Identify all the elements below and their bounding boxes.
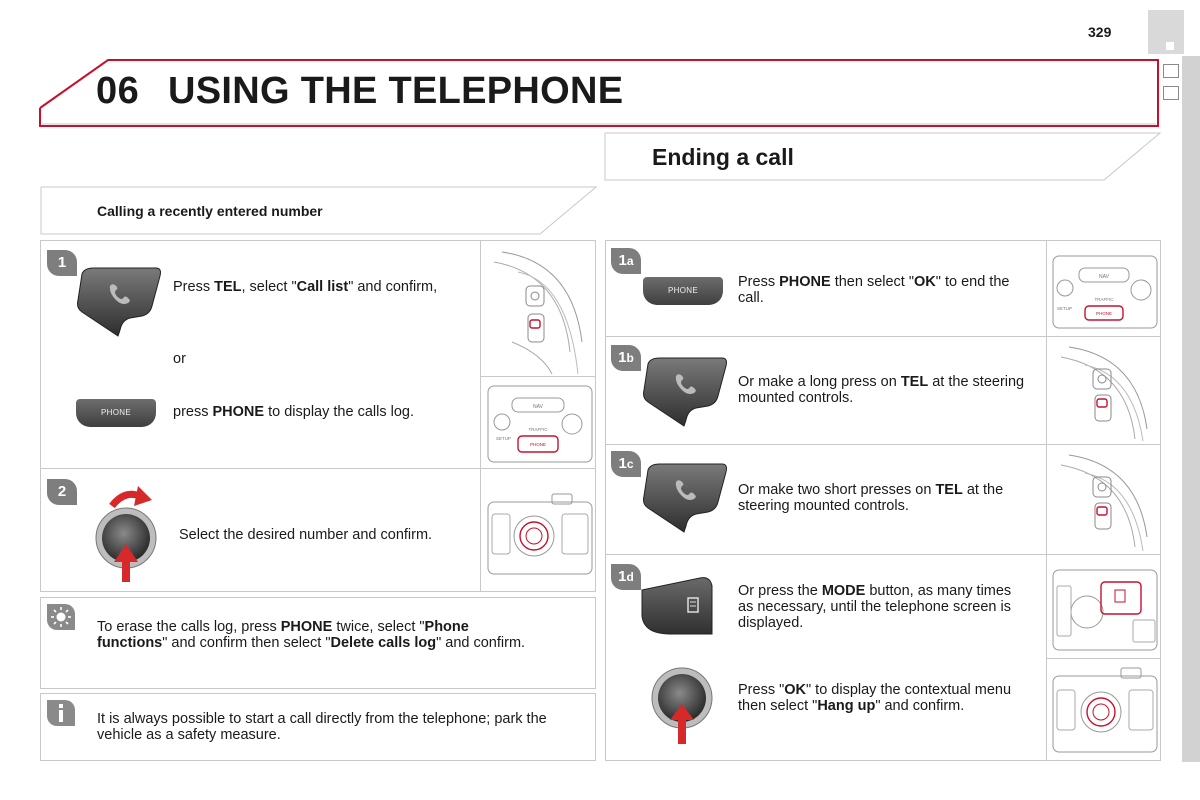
steering-tel-button-icon (638, 356, 730, 428)
phone-button: PHONE (643, 277, 723, 305)
or-text: or (173, 351, 186, 367)
steering-wheel-diagram (1049, 447, 1159, 551)
setup-label: SETUP (1057, 306, 1073, 311)
tip-text: To erase the calls log, press PHONE twice, select "Phone functions" and confirm then select "Delete calls log" and confirm. (97, 619, 526, 651)
chapter-tab-marker (1163, 86, 1179, 100)
steering-wheel-diagram (1049, 339, 1159, 441)
console-phone-diagram (1049, 248, 1159, 332)
subheading: Calling a recently entered number (97, 203, 323, 219)
step1-alt-instruction: press PHONE to display the calls log. (173, 404, 414, 420)
step1b-instruction: Or make a long press on TEL at the steering mounted controls. (738, 374, 1025, 406)
setup-label: SETUP (496, 436, 512, 441)
info-text: It is always possible to start a call directly from the telephone; park the vehicle as a safety measure. (97, 711, 547, 743)
chapter-number: 06 (96, 70, 140, 112)
tip-icon-box (47, 604, 75, 630)
divider (605, 336, 1161, 337)
steering-tel-button-icon (638, 462, 730, 534)
divider (1046, 658, 1161, 659)
page-number: 329 (1088, 24, 1112, 40)
info-icon (47, 700, 75, 726)
step-badge: 1a (611, 248, 641, 274)
step-badge: 2 (47, 479, 77, 505)
bulb-icon (47, 604, 75, 630)
console-mode-diagram (1049, 560, 1159, 654)
divider (1046, 240, 1047, 761)
divider (605, 554, 1161, 555)
page-edge-bar (1182, 56, 1200, 762)
phone-label: PHONE (529, 442, 547, 447)
mode-button-icon (640, 576, 714, 636)
step1c-instruction: Or make two short presses on TEL at the steering mounted controls. (738, 482, 1004, 514)
step2-instruction: Select the desired number and confirm. (179, 527, 433, 543)
step1d-instruction: Or press the MODE button, as many times as necessary, until the telephone screen is displayed. (738, 583, 1012, 631)
step-badge: 1 (47, 250, 77, 276)
chapter-title: USING THE TELEPHONE (168, 70, 624, 112)
step1a-instruction: Press PHONE then select "OK" to end the call. (738, 274, 1010, 306)
divider (480, 376, 596, 377)
ok-knob-icon (650, 666, 714, 744)
nav-label: NAV (533, 404, 543, 410)
phone-label: PHONE (1095, 311, 1113, 316)
info-icon-box (47, 700, 75, 726)
step-badge: 1c (611, 451, 641, 477)
traffic-label: TRAFFIC (1094, 297, 1114, 302)
console-knob-diagram (1049, 664, 1159, 756)
step-badge: 1b (611, 345, 641, 371)
section-title: Ending a call (652, 144, 794, 170)
chapter-tab-marker (1163, 64, 1179, 78)
traffic-label: TRAFFIC (528, 427, 548, 432)
console-knob-diagram (482, 488, 594, 578)
step1d-ok-instruction: Press "OK" to display the contextual menu then select "Hang up" and confirm. (738, 682, 1012, 714)
steering-wheel-diagram (482, 242, 594, 375)
steering-tel-button-icon (72, 266, 164, 338)
step1-instruction: Press TEL, select "Call list" and confirm, (173, 279, 438, 295)
console-phone-diagram (482, 378, 594, 466)
phone-button: PHONE (76, 399, 156, 427)
divider (480, 240, 481, 592)
nav-label: NAV (1099, 274, 1109, 280)
divider (605, 444, 1161, 445)
rotary-knob-icon (94, 486, 158, 584)
step-badge: 1d (611, 564, 641, 590)
chapter-corner-tab (1148, 10, 1184, 54)
divider (40, 468, 596, 469)
